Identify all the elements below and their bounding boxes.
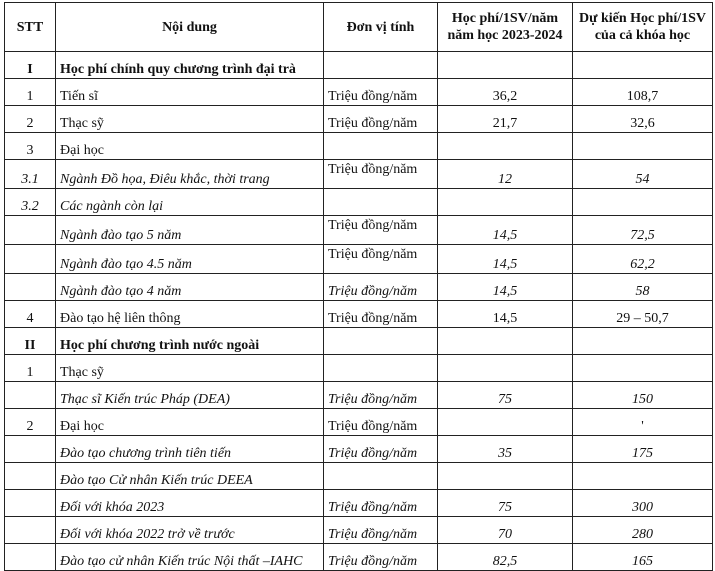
header-unit: Đơn vị tính xyxy=(324,3,438,52)
cell-unit: Triệu đồng/năm xyxy=(324,301,438,328)
cell-projected: 108,7 xyxy=(573,79,713,106)
cell-fee: 14,5 xyxy=(438,301,573,328)
cell-content: Ngành đào tạo 4.5 năm xyxy=(56,245,324,274)
cell-unit xyxy=(324,133,438,160)
cell-unit: Triệu đồng/năm xyxy=(324,436,438,463)
cell-stt: 3 xyxy=(5,133,56,160)
cell-stt: 4 xyxy=(5,301,56,328)
cell-projected: 72,5 xyxy=(573,216,713,245)
cell-fee: 21,7 xyxy=(438,106,573,133)
cell-stt: 2 xyxy=(5,106,56,133)
cell-projected: 175 xyxy=(573,436,713,463)
cell-projected: 280 xyxy=(573,517,713,544)
header-content: Nội dung xyxy=(56,3,324,52)
cell-unit: Triệu đồng/năm xyxy=(324,160,438,189)
cell-content: Đại học xyxy=(56,409,324,436)
cell-unit: Triệu đồng/năm xyxy=(324,490,438,517)
cell-content: Đối với khóa 2022 trở về trước xyxy=(56,517,324,544)
cell-fee xyxy=(438,328,573,355)
cell-fee xyxy=(438,133,573,160)
cell-unit: Triệu đồng/năm xyxy=(324,517,438,544)
cell-unit: Triệu đồng/năm xyxy=(324,216,438,245)
cell-fee: 12 xyxy=(438,160,573,189)
cell-projected xyxy=(573,328,713,355)
cell-projected: 300 xyxy=(573,490,713,517)
cell-projected xyxy=(573,463,713,490)
cell-content: Đào tạo cử nhân Kiến trúc Nội thất –IAHC xyxy=(56,544,324,571)
cell-fee xyxy=(438,463,573,490)
cell-content: Thạc sỹ xyxy=(56,106,324,133)
cell-unit: Triệu đồng/năm xyxy=(324,274,438,301)
cell-projected xyxy=(573,189,713,216)
tuition-fee-table xyxy=(4,2,713,571)
table-row xyxy=(5,301,713,328)
table-row xyxy=(5,355,713,382)
cell-content: Đối với khóa 2023 xyxy=(56,490,324,517)
cell-fee: 14,5 xyxy=(438,216,573,245)
cell-stt xyxy=(5,274,56,301)
table-row xyxy=(5,436,713,463)
cell-unit: Triệu đồng/năm xyxy=(324,79,438,106)
cell-fee: 70 xyxy=(438,517,573,544)
cell-unit: Triệu đồng/năm xyxy=(324,544,438,571)
cell-fee: 75 xyxy=(438,490,573,517)
cell-projected xyxy=(573,52,713,79)
cell-projected xyxy=(573,355,713,382)
cell-fee: 82,5 xyxy=(438,544,573,571)
cell-content: Ngành Đồ họa, Điêu khắc, thời trang xyxy=(56,160,324,189)
cell-unit xyxy=(324,52,438,79)
cell-content: Đào tạo Cử nhân Kiến trúc DEEA xyxy=(56,463,324,490)
cell-stt: 3.1 xyxy=(5,160,56,189)
table-row xyxy=(5,216,713,245)
cell-content: Học phí chương trình nước ngoài xyxy=(56,328,324,355)
cell-unit xyxy=(324,463,438,490)
cell-unit: Triệu đồng/năm xyxy=(324,409,438,436)
cell-unit: Triệu đồng/năm xyxy=(324,106,438,133)
cell-projected: 54 xyxy=(573,160,713,189)
cell-stt: 1 xyxy=(5,79,56,106)
cell-projected: ' xyxy=(573,409,713,436)
cell-projected: 165 xyxy=(573,544,713,571)
cell-fee: 35 xyxy=(438,436,573,463)
cell-stt: 2 xyxy=(5,409,56,436)
cell-unit: Triệu đồng/năm xyxy=(324,382,438,409)
cell-stt xyxy=(5,382,56,409)
cell-unit xyxy=(324,328,438,355)
table-header-row xyxy=(5,3,713,52)
table-row xyxy=(5,274,713,301)
cell-content: Đào tạo hệ liên thông xyxy=(56,301,324,328)
table-row xyxy=(5,189,713,216)
table-row xyxy=(5,245,713,274)
cell-projected xyxy=(573,133,713,160)
header-projected: Dự kiến Học phí/1SV của cả khóa học xyxy=(573,3,713,52)
cell-content: Thạc sỹ xyxy=(56,355,324,382)
cell-stt xyxy=(5,216,56,245)
table-row xyxy=(5,160,713,189)
table-row xyxy=(5,79,713,106)
cell-unit xyxy=(324,189,438,216)
cell-fee xyxy=(438,189,573,216)
cell-content: Thạc sĩ Kiến trúc Pháp (DEA) xyxy=(56,382,324,409)
cell-fee xyxy=(438,355,573,382)
cell-content: Học phí chính quy chương trình đại trà xyxy=(56,52,324,79)
table-row xyxy=(5,463,713,490)
cell-stt xyxy=(5,517,56,544)
cell-fee xyxy=(438,52,573,79)
table-row xyxy=(5,106,713,133)
table-row xyxy=(5,52,713,79)
table-row xyxy=(5,490,713,517)
cell-fee: 14,5 xyxy=(438,274,573,301)
header-fee: Học phí/1SV/năm năm học 2023-2024 xyxy=(438,3,573,52)
table-row xyxy=(5,133,713,160)
cell-stt: II xyxy=(5,328,56,355)
cell-fee xyxy=(438,409,573,436)
cell-stt: I xyxy=(5,52,56,79)
table-row xyxy=(5,517,713,544)
cell-projected: 32,6 xyxy=(573,106,713,133)
cell-stt xyxy=(5,490,56,517)
cell-stt: 1 xyxy=(5,355,56,382)
cell-unit xyxy=(324,355,438,382)
cell-content: Đại học xyxy=(56,133,324,160)
cell-fee: 36,2 xyxy=(438,79,573,106)
cell-stt xyxy=(5,436,56,463)
cell-stt xyxy=(5,463,56,490)
cell-fee: 14,5 xyxy=(438,245,573,274)
cell-stt xyxy=(5,245,56,274)
cell-projected: 150 xyxy=(573,382,713,409)
header-stt: STT xyxy=(5,3,56,52)
table-row xyxy=(5,382,713,409)
cell-projected: 58 xyxy=(573,274,713,301)
cell-content: Đào tạo chương trình tiên tiến xyxy=(56,436,324,463)
table-row xyxy=(5,544,713,571)
cell-stt xyxy=(5,544,56,571)
cell-fee: 75 xyxy=(438,382,573,409)
cell-unit: Triệu đồng/năm xyxy=(324,245,438,274)
cell-content: Tiến sĩ xyxy=(56,79,324,106)
table-row xyxy=(5,409,713,436)
cell-projected: 62,2 xyxy=(573,245,713,274)
cell-content: Ngành đào tạo 4 năm xyxy=(56,274,324,301)
cell-stt: 3.2 xyxy=(5,189,56,216)
cell-content: Ngành đào tạo 5 năm xyxy=(56,216,324,245)
cell-content: Các ngành còn lại xyxy=(56,189,324,216)
table-row xyxy=(5,328,713,355)
cell-projected: 29 – 50,7 xyxy=(573,301,713,328)
